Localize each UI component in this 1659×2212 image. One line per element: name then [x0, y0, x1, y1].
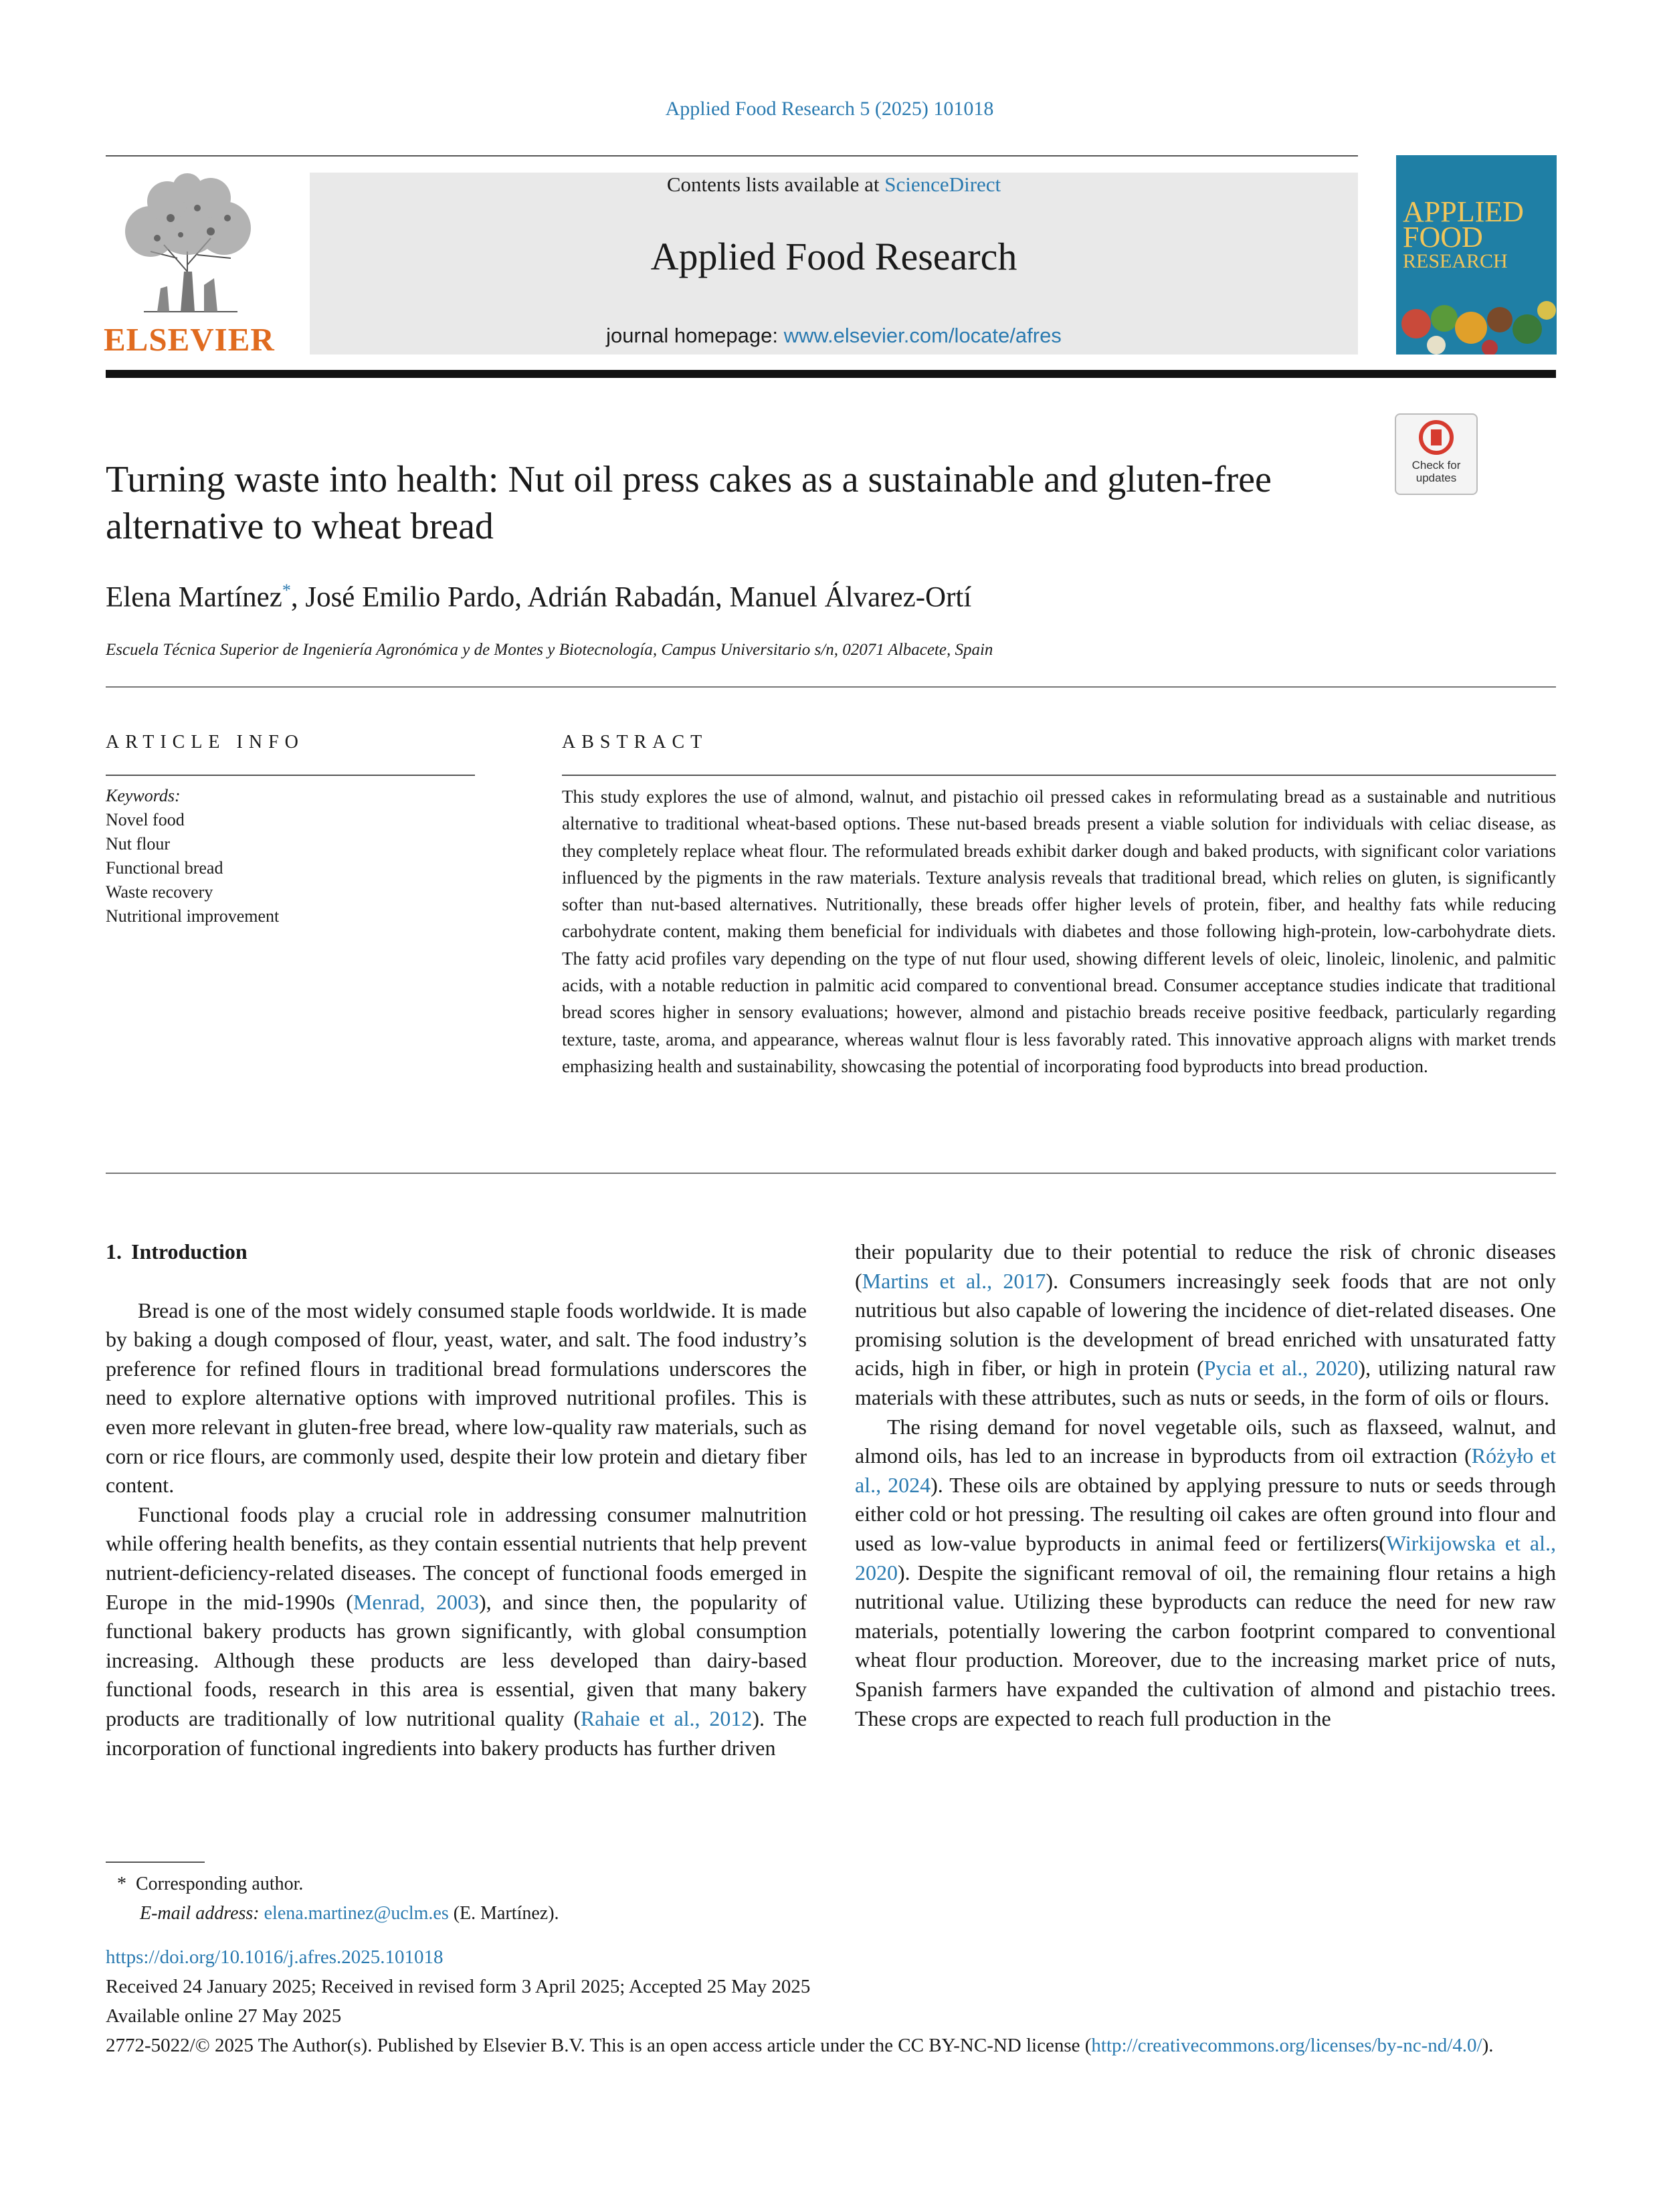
paragraph [855, 1237, 1556, 1413]
footnote-divider [106, 1862, 205, 1863]
corresponding-author-mark[interactable]: * [282, 581, 291, 600]
homepage-prefix: journal homepage: [606, 324, 784, 347]
abstract-end-divider [106, 1173, 1556, 1174]
license-link[interactable]: http://creativecommons.org/licenses/by-nc-nd/4.0/ [1091, 2035, 1482, 2056]
body-left-column [106, 1237, 807, 1763]
article-info-divider [106, 775, 475, 776]
author-affiliation: Escuela Técnica Superior de Ingeniería Agronómica y de Montes y Biotecnología, Campus Universitario s/n, 02071 Albacete, Spain [106, 641, 993, 659]
abstract-text: This study explores the use of almond, walnut, and pistachio oil pressed cakes in reformulating bread as a sustainable and nutritious alternative to traditional wheat-based options. These nut-based breads present a viable solution for individuals with celiac disease, as they completely replace wheat flour. The reformulated breads exhibit darker dough and baked products, with significant color variations influenced by the pigments in the raw materials. Texture analysis reveals that traditional bread, which relies on gluten, is significantly softer than nut-based alternatives. Nutritionally, these breads offer higher levels of protein, fiber, and healthy fats while reducing carbohydrate content, making them beneficial for individuals with diabetes and those following high-protein, low-carbohydrate diets. The fatty acid profiles vary depending on the type of nut flour used, showing different levels of oleic, linoleic, linolenic, and palmitic acids, with a notable reduction in palmitic acid compared to conventional bread. Consumer acceptance studies indicate that traditional bread scores higher in sensory evaluations; however, almond and pistachio breads receive positive feedback, particularly regarding texture, taste, aroma, and appearance, whereas walnut flour is less favorably rated. This innovative approach aligns with market trends emphasizing health and sustainability, showcasing the potential of incorporating food byproducts into bread production. [562, 787, 1556, 1076]
license-line [106, 2031, 1556, 2060]
paragraph-text: ). The incorporation of functional ingredients into bakery products has further driven [106, 1706, 807, 1760]
cover-title-line3: RESEARCH [1403, 250, 1508, 272]
author-list [106, 581, 971, 613]
contents-prefix: Contents lists available at [666, 173, 885, 196]
section-number: 1. [106, 1239, 122, 1264]
corresponding-text: Corresponding author. [136, 1874, 304, 1894]
cover-title-line2: FOOD [1403, 221, 1483, 254]
paragraph: Bread is one of the most widely consumed staple foods worldwide. It is made by baking a dough composed of flour, yeast, water, and salt. The food industry’s preference for refined flours in traditional bread formulations underscores the need to explore alternative options with improved nutritional profiles. This is even more relevant in gluten-free bread, where low-quality raw materials, such as corn or rice flours, are commonly used, despite their low protein and dietary fiber content. [106, 1298, 807, 1498]
section-heading-introduction [106, 1237, 807, 1267]
email-suffix: (E. Martínez). [448, 1903, 559, 1924]
keyword-item: Nutritional improvement [106, 906, 280, 926]
citation-link[interactable]: Różyło et al., 2024 [855, 1443, 1557, 1497]
keyword-item: Nut flour [106, 834, 171, 853]
check-updates-label [1396, 459, 1476, 484]
keyword-item: Functional bread [106, 858, 223, 878]
paragraph-text: their popularity due to their potential to reduce the risk of chronic diseases ( [855, 1239, 1556, 1293]
paragraph [106, 1500, 807, 1763]
abstract-heading: ABSTRACT [562, 732, 708, 752]
paragraph-text: ), utilizing natural raw materials with these attributes, such as nuts or seeds, in the form of oils or flours. [855, 1356, 1557, 1409]
journal-title[interactable]: Applied Food Research [650, 235, 1017, 278]
elsevier-tree-icon [104, 171, 271, 318]
section-title: Introduction [131, 1239, 248, 1264]
abstract-divider [562, 775, 1556, 776]
cover-food-illustration-icon [1396, 290, 1557, 355]
footnote [117, 1870, 559, 1928]
available-online: Available online 27 May 2025 [106, 2005, 342, 2027]
corresponding-footnote [117, 1870, 559, 1899]
body-right-column [855, 1237, 1556, 1733]
cover-title-line1: APPLIED [1403, 195, 1524, 228]
contents-line [310, 173, 1358, 197]
citation-link[interactable]: Wirkijowska et al., 2020 [855, 1530, 1557, 1585]
elsevier-logo[interactable] [104, 171, 275, 359]
check-for-updates-button[interactable] [1395, 413, 1478, 495]
homepage-line [310, 324, 1358, 348]
elsevier-wordmark: ELSEVIER [104, 321, 275, 358]
article-title: Turning waste into health: Nut oil press cakes as a sustainable and gluten-free alternative to wheat bread [106, 459, 1272, 547]
keywords-label: Keywords: [106, 786, 181, 805]
keyword-item: Waste recovery [106, 882, 213, 902]
paragraph [855, 1413, 1556, 1734]
journal-cover-thumbnail[interactable] [1396, 155, 1557, 355]
article-info-heading: ARTICLE INFO [106, 732, 304, 752]
email-line [117, 1899, 559, 1928]
sciencedirect-link[interactable]: ScienceDirect [884, 173, 1001, 196]
paragraph-text: Functional foods play a crucial role in addressing consumer malnutrition while offering health benefits, as they contain essential nutrients that help prevent nutrient-deficiency-related diseases. The concept of functional foods emerged in Europe in the mid-1990s ( [106, 1502, 807, 1614]
email-label: E-mail address: [140, 1903, 260, 1924]
journal-citation-link[interactable]: Applied Food Research 5 (2025) 101018 [665, 98, 994, 120]
citation-link[interactable]: Rahaie et al., 2012 [580, 1706, 753, 1730]
bookmark-icon [1419, 420, 1454, 455]
citation-link[interactable]: Martins et al., 2017 [862, 1268, 1046, 1293]
doi-link[interactable]: https://doi.org/10.1016/j.afres.2025.101018 [106, 1946, 444, 1968]
license-text: 2772-5022/© 2025 The Author(s). Published by Elsevier B.V. This is an open access article under the CC BY-NC-ND license ( [106, 2035, 1092, 2056]
check-updates-line2: updates [1416, 472, 1457, 484]
journal-header-box [310, 173, 1358, 355]
paragraph-text: ). Despite the significant removal of oil, the remaining flour retains a high nutritional value. Utilizing these byproducts can reduce the need for new raw materials, potentially lowering the carbon footprint compared to conventional wheat flour production. Moreover, due to the increasing market price of nuts, Spanish farmers have expanded the cultivation of almond and pistachio trees. These crops are expected to reach full production in the [855, 1560, 1556, 1730]
citation-link[interactable]: Menrad, 2003 [353, 1589, 479, 1614]
email-link[interactable]: elena.martinez@uclm.es [264, 1903, 449, 1924]
author-name[interactable]: , José Emilio Pardo [290, 581, 515, 613]
keyword-item: Novel food [106, 810, 185, 829]
citation-link[interactable]: Pycia et al., 2020 [1203, 1356, 1359, 1381]
paragraph-text: ), and since then, the popularity of functional bakery products has grown significantly, with global consumption increasing. Although these products are less developed than dairy-based functional foods, research in this area is essential, given that many bakery products are traditionally of low nutritional quality ( [106, 1589, 807, 1730]
check-updates-line1: Check for [1411, 459, 1461, 472]
author-name[interactable]: , Adrián Rabadán [514, 581, 716, 613]
footnote-mark: * [117, 1874, 126, 1894]
top-divider [106, 155, 1358, 157]
paragraph-text: ). Consumers increasingly seek foods that are not only nutritious but also capable of lowering the incidence of diet-related diseases. One promising solution is the development of bread enriched with unsaturated fatty acids, high in fiber, or high in protein ( [855, 1268, 1557, 1381]
author-name[interactable]: , Manuel Álvarez-Ortí [715, 581, 972, 613]
article-history: Received 24 January 2025; Received in revised form 3 April 2025; Accepted 25 May 2025 [106, 1976, 811, 1997]
license-suffix: ). [1482, 2035, 1494, 2056]
journal-homepage-link[interactable]: www.elsevier.com/locate/afres [783, 324, 1062, 347]
paragraph-text: ). These oils are obtained by applying pressure to nuts or seeds through either cold or hot pressing. The resulting oil cakes are often ground into flour and used as low-value byproducts in animal feed or fertilizers( [855, 1472, 1557, 1555]
author-name[interactable]: Elena Martínez [106, 581, 282, 613]
publication-info [106, 1942, 1556, 2060]
affiliation-divider [106, 686, 1556, 688]
header-thick-divider [106, 370, 1556, 378]
keywords-block [106, 784, 279, 928]
paragraph-text: The rising demand for novel vegetable oils, such as flaxseed, walnut, and almond oils, has led to an increase in byproducts from oil extraction ( [855, 1414, 1556, 1468]
